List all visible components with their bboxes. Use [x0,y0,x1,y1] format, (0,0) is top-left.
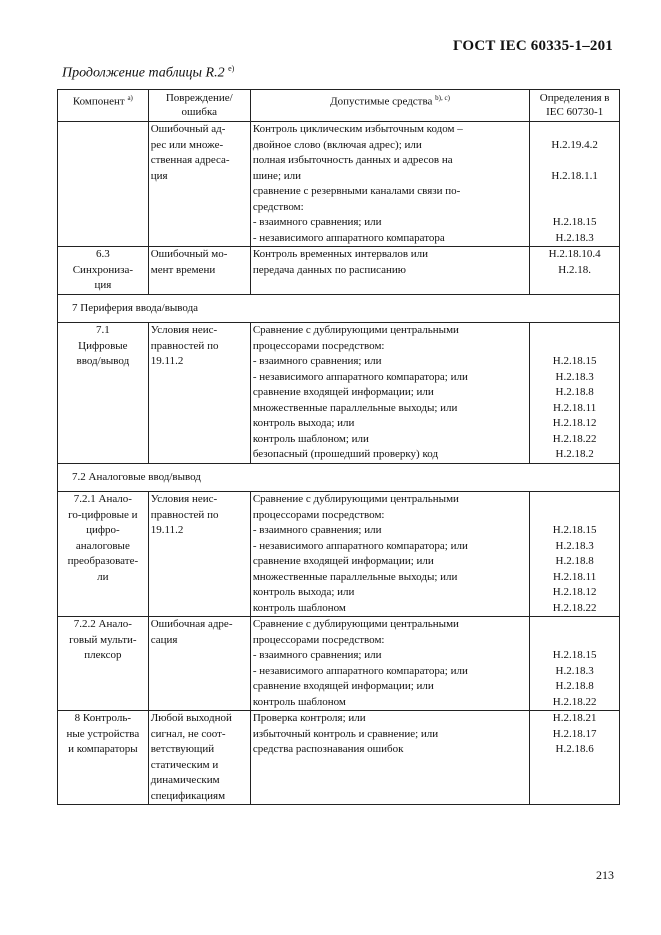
means-line: процессорами посредством: [252,339,385,352]
component-line: 6.3 [95,248,110,260]
caption-note: e) [228,64,235,73]
damage-line: Ошибочный мо- [150,248,228,260]
table-continuation-caption [62,64,234,82]
table-section-row [58,463,620,492]
definitions-line: Н.2.18.8 [555,555,594,567]
means-line: средством: [252,200,304,213]
definitions-line [532,617,617,633]
damage-line: сигнал, не соот- [150,727,226,740]
means-line: - взаимного сравнения; или [252,649,382,661]
means-line: - независимого аппаратного компаратора; или [252,370,468,383]
header-defs-line2: IEC 60730-1 [546,106,604,118]
header-component-label: Компонент [72,95,125,108]
header-damage-line1: Повреждение/ [165,92,233,104]
component-line: ли [97,570,109,583]
component-line: аналоговые [75,539,130,552]
header-damage [148,90,250,122]
means-cell [250,247,529,295]
damage-cell [148,492,250,617]
means-line: Сравнение с дублирующими центральными [252,618,459,630]
definitions-cell [530,323,620,464]
damage-cell [148,122,250,247]
means-line: - взаимного сравнения; или [252,216,382,228]
component-line: 7.2.2 Анало- [73,618,132,630]
requirements-table [57,89,620,805]
definitions-line: Н.2.18. [558,263,591,276]
definitions-line: Н.2.18.15 [552,216,597,228]
component-line: плексор [84,649,122,661]
means-line: - взаимного сравнения; или [252,355,382,367]
component-line: цифро- [86,524,120,536]
component-line: ция [94,279,112,291]
definitions-line: Н.2.18.15 [552,355,597,367]
definitions-line [532,492,617,508]
damage-line: правностей по [150,508,219,521]
means-line: безопасный (прошедший проверку) код [252,448,439,460]
caption-text: Продолжение таблицы R.2 [62,65,225,81]
definitions-line: Н.2.18.8 [555,680,594,692]
means-line: сравнение с резервными каналами связи по- [252,185,461,197]
means-cell [250,492,529,617]
means-line: - независимого аппаратного компаратора; или [252,664,468,677]
damage-line: рес или множе- [150,138,224,151]
header-component-note: a) [127,94,133,102]
definitions-line: Н.2.18.22 [552,695,597,708]
definitions-cell [530,711,620,805]
definitions-line: Н.2.18.10.4 [548,248,601,260]
means-line: двойное слово (включая адрес); или [252,138,422,151]
damage-line: спецификациям [150,789,226,802]
damage-line: мент времени [150,263,216,276]
definitions-line [532,184,617,200]
component-line: 7.1 [95,324,110,336]
damage-line: Условия неис- [150,324,218,336]
damage-line: ция [150,169,168,182]
means-line: Контроль циклическим избыточным кодом – [252,123,463,135]
header-definitions [530,90,620,122]
definitions-line: Н.2.19.4.2 [551,138,598,151]
means-line: контроль шаблоном [252,601,346,614]
damage-line: статическим и [150,758,219,771]
definitions-line [532,200,617,216]
definitions-line: Н.2.18.21 [552,712,597,724]
definitions-line: Н.2.18.1.1 [551,169,598,182]
means-line: избыточный контроль и сравнение; или [252,727,439,740]
section-title: 7 Периферия ввода/вывода [58,294,620,323]
definitions-line: Н.2.18.22 [552,601,597,614]
means-cell [250,122,529,247]
component-cell [58,617,149,711]
definitions-line [532,339,617,355]
definitions-cell [530,247,620,295]
definitions-line: Н.2.18.8 [555,386,594,398]
definitions-cell [530,492,620,617]
table-row [58,617,620,711]
means-line: множественные параллельные выходы; или [252,570,458,583]
definitions-line [532,323,617,339]
means-line: сравнение входящей информации; или [252,680,434,692]
table-section-row [58,294,620,323]
header-means-label: Допустимые средства [330,95,433,108]
definitions-line: Н.2.18.17 [552,727,597,740]
damage-cell [148,711,250,805]
component-line: ввод/вывод [76,355,130,367]
component-line: 8 Контроль- [74,712,132,724]
definitions-line: Н.2.18.3 [555,231,594,244]
means-line: - независимого аппаратного компаратора; или [252,539,468,552]
component-line: и компараторы [68,743,138,755]
means-line: процессорами посредством: [252,508,385,521]
component-cell [58,711,149,805]
definitions-line [532,508,617,524]
component-line: преобразовате- [67,555,139,567]
damage-line: Ошибочный ад- [150,123,226,135]
component-cell [58,247,149,295]
means-cell [250,323,529,464]
definitions-line: Н.2.18.22 [552,432,597,445]
definitions-line: Н.2.18.11 [552,401,597,414]
page-number: 213 [596,868,614,882]
definitions-line: Н.2.18.3 [555,539,594,552]
definitions-line: Н.2.18.12 [552,417,597,429]
means-line: полная избыточность данных и адресов на [252,154,453,166]
table-row [58,323,620,464]
damage-line: Условия неис- [150,493,218,505]
means-line: Контроль временных интервалов или [252,248,429,260]
means-line: передача данных по расписанию [252,263,406,276]
definitions-cell [530,617,620,711]
means-line: множественные параллельные выходы; или [252,401,458,414]
table-row [58,247,620,295]
component-line: говый мульти- [69,633,137,646]
component-line: Синхрониза- [72,263,133,276]
damage-line: Любой выходной [150,712,232,724]
damage-cell [148,617,250,711]
means-line: контроль шаблоном; или [252,432,369,445]
means-line: контроль выхода; или [252,586,355,598]
section-title: 7.2 Аналоговые ввод/вывод [58,463,620,492]
component-cell [58,122,149,247]
means-cell [250,617,529,711]
definitions-line [532,122,617,138]
definitions-line: Н.2.18.15 [552,524,597,536]
damage-line: сация [150,633,178,646]
means-line: процессорами посредством: [252,633,385,646]
table-row [58,122,620,247]
definitions-line: Н.2.18.15 [552,649,597,661]
damage-line: 19.11.2 [150,355,184,367]
header-component [58,90,149,122]
component-cell [58,323,149,464]
header-means-note: b), c) [435,94,450,102]
definitions-line: Н.2.18.2 [555,448,594,460]
damage-line: ственная адреса- [150,154,230,166]
damage-line: Ошибочная адре- [150,618,233,630]
means-line: Сравнение с дублирующими центральными [252,324,459,336]
means-line: контроль выхода; или [252,417,355,429]
means-line: средства распознавания ошибок [252,743,404,755]
component-line: го-цифровые и [68,508,138,521]
definitions-line: Н.2.18.11 [552,570,597,583]
means-line: Проверка контроля; или [252,712,366,724]
component-line: 7.2.1 Анало- [73,493,132,505]
table-row [58,492,620,617]
definitions-line [532,153,617,169]
damage-cell [148,323,250,464]
damage-line: правностей по [150,339,219,352]
means-line: шине; или [252,169,302,182]
means-line: сравнение входящей информации; или [252,555,434,567]
header-defs-line1: Определения в [539,92,610,104]
component-cell [58,492,149,617]
damage-line: динамическим [150,774,220,786]
damage-line: ветствующий [150,743,215,755]
means-cell [250,711,529,805]
means-line: Сравнение с дублирующими центральными [252,493,459,505]
table-header-row [58,90,620,122]
definitions-line: Н.2.18.3 [555,664,594,677]
means-line: контроль шаблоном [252,695,346,708]
header-means [250,90,529,122]
component-line: Цифровые [78,339,128,352]
document-standard-header: ГОСТ IEC 60335-1–201 [452,38,613,54]
definitions-line: Н.2.18.12 [552,586,597,598]
definitions-line: Н.2.18.3 [555,370,594,383]
table-body [58,122,620,805]
definitions-line: Н.2.18.6 [555,743,594,755]
table-row [58,711,620,805]
header-damage-line2: ошибка [181,106,218,118]
component-line: ные устройства [66,727,140,740]
means-line: сравнение входящей информации; или [252,386,434,398]
means-line: - независимого аппаратного компаратора [252,231,445,244]
damage-line: 19.11.2 [150,524,184,536]
definitions-cell [530,122,620,247]
means-line: - взаимного сравнения; или [252,524,382,536]
damage-cell [148,247,250,295]
definitions-line [532,633,617,649]
